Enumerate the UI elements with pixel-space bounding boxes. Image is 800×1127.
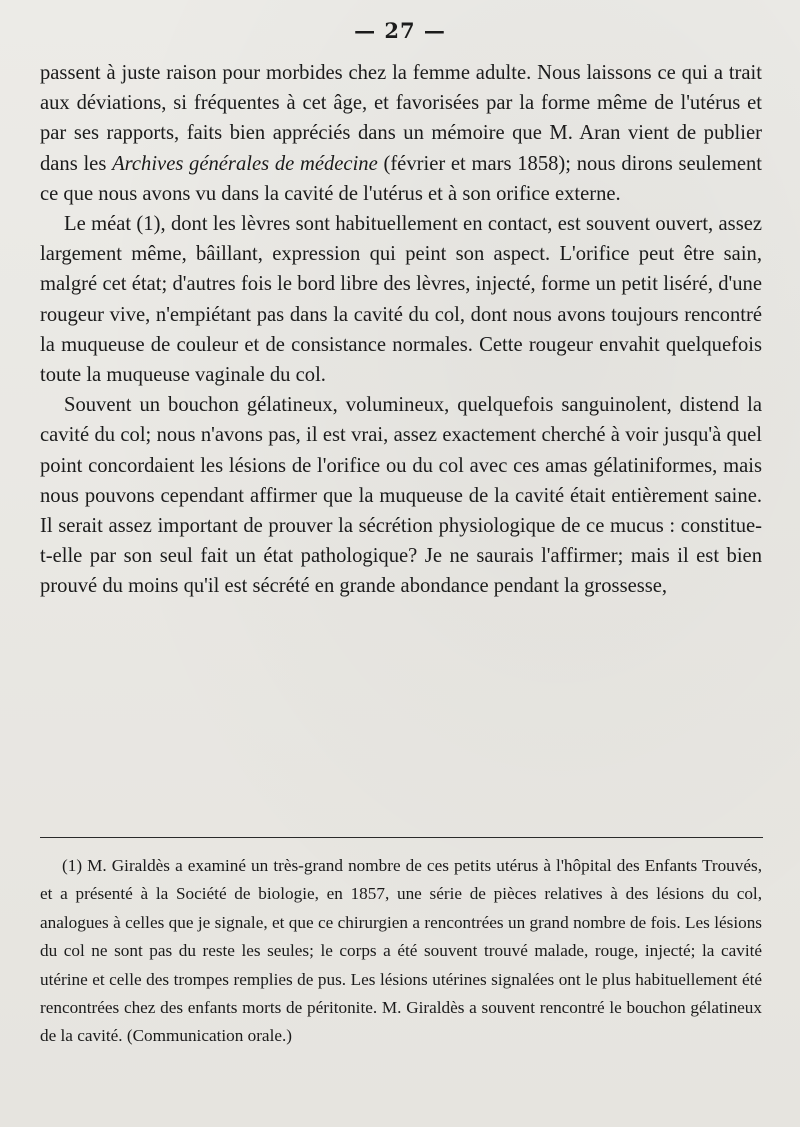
paragraph-1-before: passent à juste raison pour morbides chez la femme adulte. Nous laissons ce qui a trait aux déviations, si fréquentes à cet âge, et favorisées par la forme même de l'utérus et par ses rapports, faits bien appréciés dans un mémoire que M. Aran vient de publier dans les [40, 62, 762, 175]
footnotes [40, 852, 762, 1051]
paragraph-3: Souvent un bouchon gélatineux, volumineux, quelquefois sanguinolent, distend la cavité du col; nous n'avons pas, il est vrai, assez exactement cherché à voir jusqu'à quel point concordaient les lésions de l'orifice ou du col avec ces amas gélatiniformes, mais nous pouvons cependant affirmer que la muqueuse de la cavité était entièrement saine. Il serait assez important de prouver la sécrétion physiologique de ce mucus : constitue-t-elle par son seul fait un état pathologique? Je ne saurais l'affirmer; mais il est bien prouvé du moins qu'il est sécrété en grande abondance pendant la grossesse, [40, 394, 762, 598]
paragraph-1-after: (février et mars 1858); nous dirons seulement ce que nous avons vu dans la cavité de l'utérus et à son orifice externe. [40, 152, 763, 205]
paragraph-2: Le méat (1), dont les lèvres sont habituellement en contact, est souvent ouvert, assez largement même, bâillant, expression qui peint son aspect. L'orifice peut être sain, malgré cet état; d'autres fois le bord libre des lèvres, injecté, forme un petit liséré, d'une rougeur vive, n'empiétant pas dans la cavité du col, dont nous avons toujours rencontré la muqueuse de couleur et de consistance normales. Cette rougeur envahit quelquefois toute la muqueuse vaginale du col. [40, 213, 762, 387]
main-text [40, 58, 762, 602]
page-number: — 27 — [354, 18, 446, 43]
footnote-1: (1) M. Giraldès a examiné un très-grand nombre de ces petits utérus à l'hôpital des Enfants Trouvés, et a présenté à la Société de biologie, en 1857, une série de pièces relatives à des lésions du col, analogues à celles que je signale, et que ce chirurgien a rencontrées un grand nombre de fois. Les lésions du col ne sont pas du reste les seules; le corps a été souvent trouvé malade, rouge, injecté; la cavité utérine et celle des trompes remplies de pus. Les lésions utérines signalées ont le plus habituellement été rencontrées chez des enfants morts de péritonite. M. Giraldès a souvent rencontré le bouchon gélatineux de la cavité. (Communication orale.) [40, 856, 762, 1046]
footnote-divider [40, 837, 763, 838]
journal-title: Archives générales de médecine [112, 152, 378, 175]
paragraph-1 [40, 58, 762, 209]
